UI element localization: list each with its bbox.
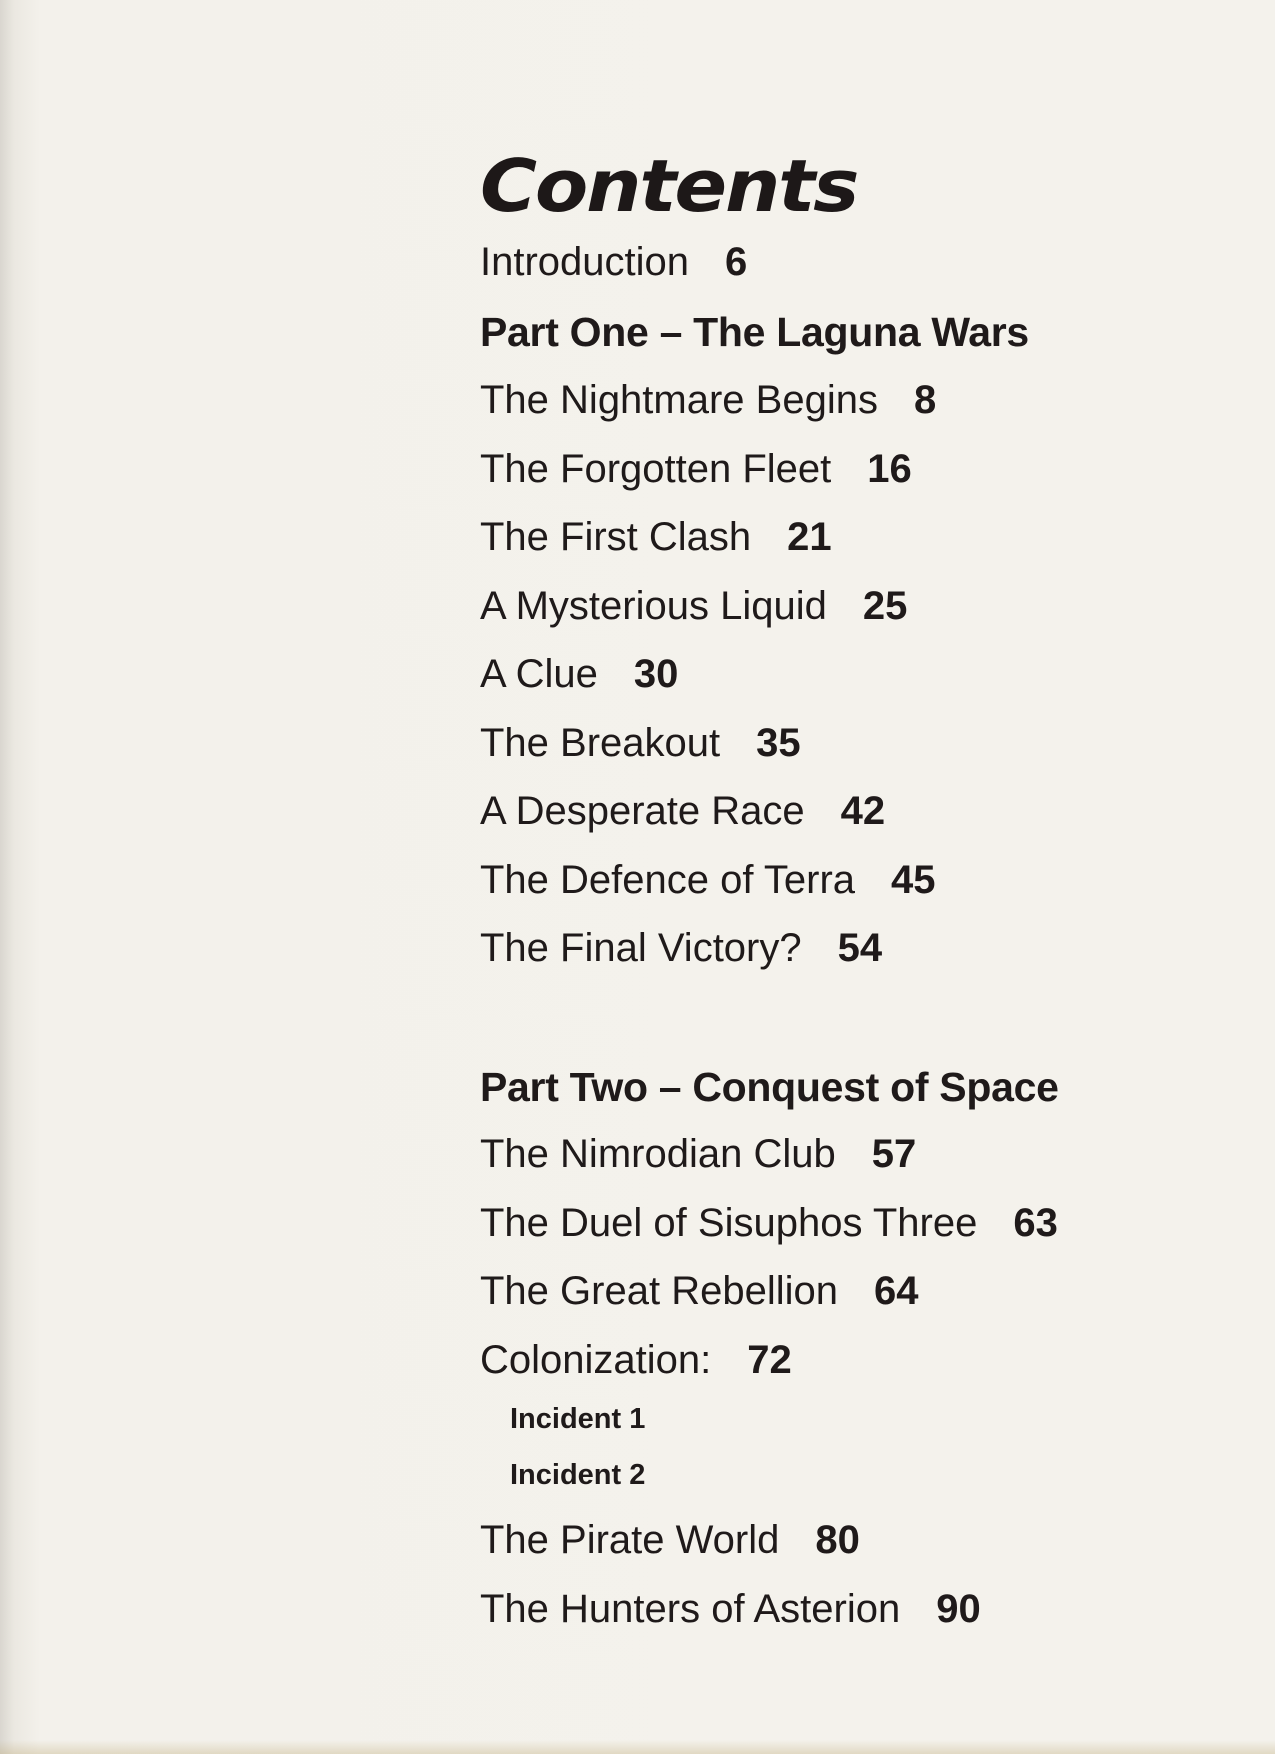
toc-subentry-label: Incident 1 <box>510 1403 646 1435</box>
toc-entry-defence-of-terra[interactable] <box>480 856 936 904</box>
toc-entry-label: A Mysterious Liquid <box>480 584 827 628</box>
toc-entry-hunters-of-asterion[interactable] <box>480 1585 981 1633</box>
toc-entry-page: 64 <box>873 1269 919 1313</box>
toc-entry-page: 8 <box>913 378 937 422</box>
toc-entry-page: 80 <box>815 1518 860 1562</box>
toc-entry-label: The First Clash <box>480 515 752 559</box>
toc-entry-page: 30 <box>633 652 679 696</box>
toc-entry-label: A Desperate Race <box>480 789 805 833</box>
toc-entry-label: The Nightmare Begins <box>480 378 878 422</box>
toc-entry-duel-of-sisuphos-three[interactable] <box>480 1199 1058 1247</box>
toc-entry-page: 57 <box>871 1132 917 1176</box>
toc-entry-nimrodian-club[interactable] <box>480 1130 916 1178</box>
part-heading-label: Part One – The Laguna Wars <box>480 309 1029 355</box>
toc-entry-mysterious-liquid[interactable] <box>480 582 907 630</box>
toc-entry-label: Introduction <box>480 240 690 284</box>
toc-entry-label: The Pirate World <box>480 1518 780 1562</box>
toc-entry-label: The Final Victory? <box>480 926 802 970</box>
toc-entry-page: 45 <box>891 858 936 902</box>
part-two-heading <box>480 1063 1059 1111</box>
toc-entry-pirate-world[interactable] <box>480 1516 860 1564</box>
toc-entry-label: The Forgotten Fleet <box>480 447 832 491</box>
toc-entry-page: 35 <box>756 721 801 765</box>
toc-entry-label: The Defence of Terra <box>480 858 856 902</box>
toc-entry-a-clue[interactable] <box>480 650 678 698</box>
toc-entry-page: 42 <box>840 789 886 833</box>
toc-entry-final-victory[interactable] <box>480 924 882 972</box>
toc-entry-label: The Great Rebellion <box>480 1269 838 1313</box>
toc-entry-breakout[interactable] <box>480 719 801 767</box>
toc-entry-forgotten-fleet[interactable] <box>480 445 912 493</box>
toc-entry-label: The Hunters of Asterion <box>480 1587 901 1631</box>
toc-entry-colonization[interactable] <box>480 1336 792 1384</box>
toc-entry-label: The Breakout <box>480 721 721 765</box>
toc-entry-first-clash[interactable] <box>480 513 832 561</box>
toc-entry-page: 90 <box>936 1587 981 1631</box>
toc-entry-page: 16 <box>867 447 912 491</box>
toc-entry-great-rebellion[interactable] <box>480 1267 918 1315</box>
toc-subentry-incident-1[interactable] <box>510 1402 645 1436</box>
toc-subentry-label: Incident 2 <box>510 1459 646 1491</box>
toc-subentry-incident-2[interactable] <box>510 1458 645 1492</box>
toc-entry-desperate-race[interactable] <box>480 787 885 835</box>
toc-entry-nightmare-begins[interactable] <box>480 376 936 424</box>
toc-entry-label: The Duel of Sisuphos Three <box>480 1201 978 1245</box>
page-title: Contents <box>480 144 858 228</box>
toc-entry-page: 72 <box>747 1338 792 1382</box>
toc-entry-label: Colonization: <box>480 1338 712 1382</box>
toc-entry-page: 54 <box>837 926 883 970</box>
part-one-heading <box>480 308 1029 356</box>
toc-entry-page: 6 <box>725 240 748 284</box>
part-heading-label: Part Two – Conquest of Space <box>480 1064 1059 1110</box>
toc-entry-page: 21 <box>787 515 832 559</box>
toc-entry-page: 63 <box>1013 1201 1058 1245</box>
toc-entry-page: 25 <box>862 584 908 628</box>
toc-entry-label: The Nimrodian Club <box>480 1132 836 1176</box>
toc-entry-introduction[interactable] <box>480 238 747 286</box>
toc-entry-label: A Clue <box>480 652 598 696</box>
